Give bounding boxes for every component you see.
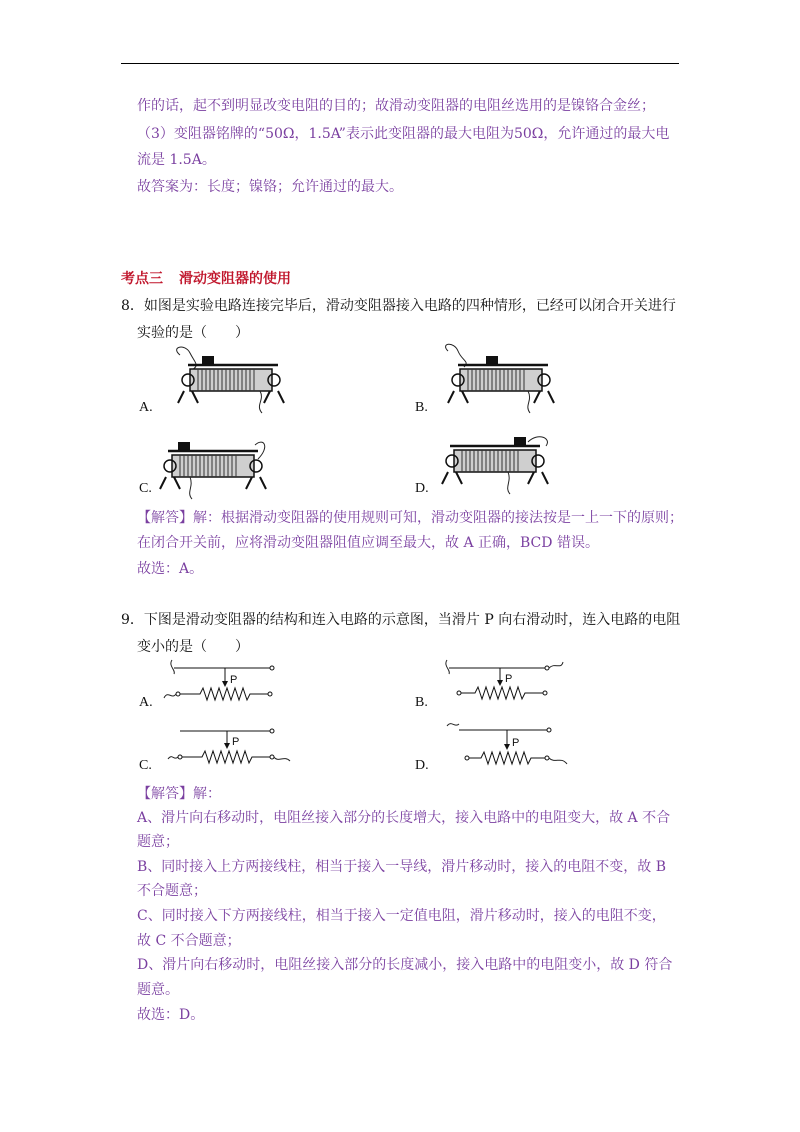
explanation-line-3: 流是 1.5A。 xyxy=(137,152,216,168)
q9-figure-b-circuit xyxy=(445,658,565,703)
q8-figure-a-rheostat xyxy=(170,345,285,410)
q9-option-b: B. xyxy=(415,695,428,710)
q8-option-b: B. xyxy=(415,400,428,415)
q8-option-a: A. xyxy=(139,400,153,415)
q9-stem-line-1: 9．下图是滑动变阻器的结构和连入电路的示意图，当滑片 P 向右滑动时，连入电路的电阻 xyxy=(121,612,681,628)
q9-figure-a-circuit xyxy=(170,660,280,705)
q9-stem-line-2: 变小的是（ ） xyxy=(137,639,249,655)
q9-analysis-line-1: A、滑片向右移动时，电阻丝接入部分的长度增大，接入电路中的电阻变大，故 A 不合 xyxy=(137,810,671,826)
q9-d-slider-label: P xyxy=(512,737,520,749)
q8-stem-line-2: 实验的是（ ） xyxy=(137,325,249,341)
q9-analysis-line-6: 故 C 不合题意； xyxy=(137,933,241,949)
q8-analysis-line-1: 【解答】解：根据滑动变阻器的使用规则可知，滑动变阻器的接法按是一上一下的原则； xyxy=(137,510,683,526)
q9-analysis-line-7: D、滑片向右移动时，电阻丝接入部分的长度减小，接入电路中的电阻变小，故 D 符合 xyxy=(137,957,673,973)
section-heading xyxy=(121,269,291,289)
q9-option-d: D. xyxy=(415,758,429,773)
q8-option-c: C. xyxy=(139,481,152,496)
q8-stem-line-1: 8．如图是实验电路连接完毕后，滑动变阻器接入电路的四种情形，已经可以闭合开关进行 xyxy=(121,298,676,314)
q9-b-slider-label: P xyxy=(505,673,513,685)
q8-figure-d-rheostat xyxy=(442,432,557,492)
q9-analysis-line-2: 题意； xyxy=(137,834,179,850)
q9-analysis-line-3: B、同时接入上方两接线柱，相当于接入一导线，滑片移动时，接入的电阻不变，故 B xyxy=(137,859,667,875)
q8-figure-b-rheostat xyxy=(440,345,555,410)
q8-answer: 故选：A。 xyxy=(137,561,204,577)
header-rule xyxy=(121,63,679,64)
explanation-answer: 故答案为：长度；镍铬；允许通过的最大。 xyxy=(137,179,403,195)
explanation-line-2: （3）变阻器铭牌的“50Ω，1.5A”表示此变阻器的最大电阻为50Ω，允许通过的最大电 xyxy=(137,126,670,142)
q9-option-c: C. xyxy=(139,758,152,773)
q9-a-slider-label: P xyxy=(230,674,238,686)
q9-answer: 故选：D。 xyxy=(137,1007,205,1023)
q9-analysis-line-5: C、同时接入下方两接线柱，相当于接入一定值电阻，滑片移动时，接入的电阻不变， xyxy=(137,908,666,924)
q8-analysis-line-2: 在闭合开关前，应将滑动变阻器阻值应调至最大，故 A 正确，BCD 错误。 xyxy=(137,535,599,551)
q9-analysis-head: 【解答】解： xyxy=(137,786,221,802)
q9-analysis-line-8: 题意。 xyxy=(137,982,179,998)
q8-option-d: D. xyxy=(415,481,429,496)
q9-figure-c-circuit xyxy=(172,725,292,770)
q8-figure-c-rheostat xyxy=(160,437,275,497)
section-title: 滑动变阻器的使用 xyxy=(179,271,291,287)
q9-figure-d-circuit xyxy=(445,720,570,770)
q9-option-a: A. xyxy=(139,695,153,710)
explanation-line-1: 作的话，起不到明显改变电阻的目的；故滑动变阻器的电阻丝选用的是镍铬合金丝； xyxy=(137,98,655,114)
section-label: 考点三 xyxy=(121,271,163,287)
q9-c-slider-label: P xyxy=(232,736,240,748)
q9-analysis-line-4: 不合题意； xyxy=(137,883,207,899)
